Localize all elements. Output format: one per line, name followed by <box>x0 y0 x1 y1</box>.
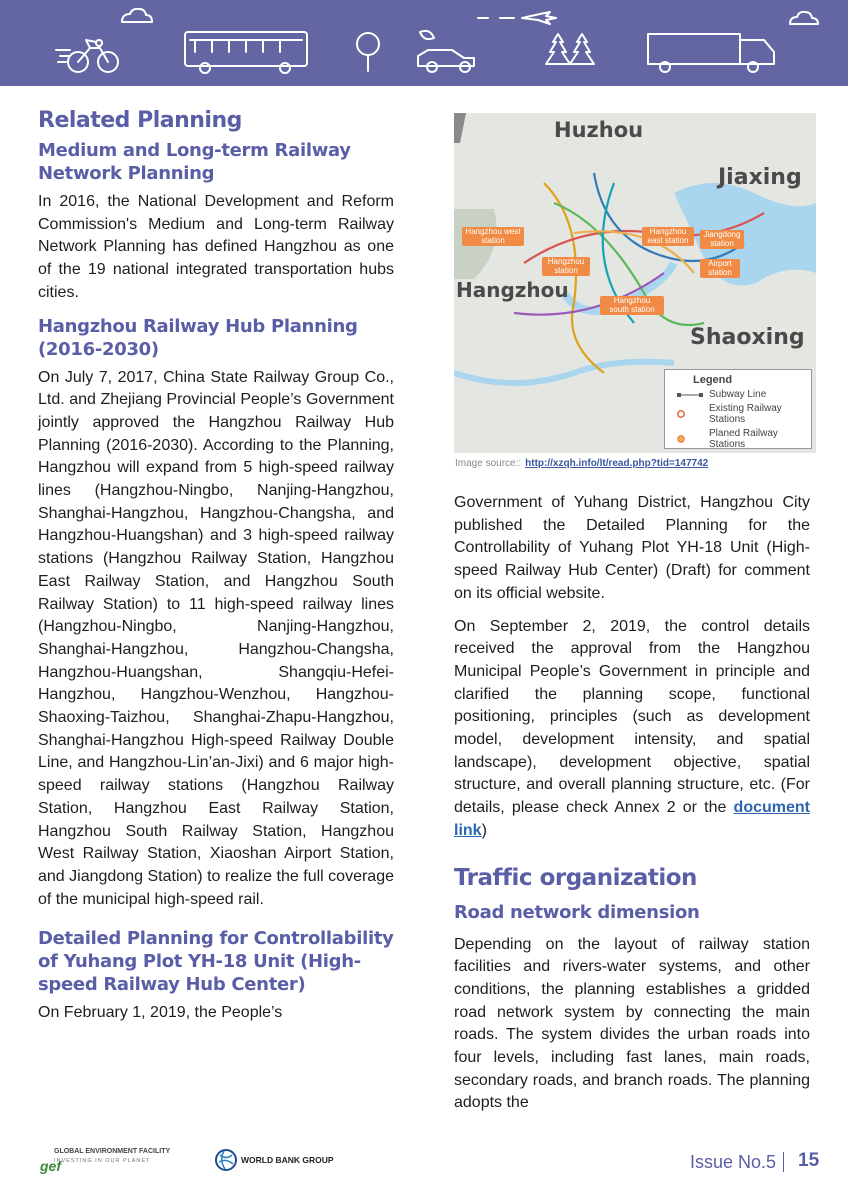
paragraph: Depending on the layout of railway station facilities and rivers-water systems, and other conditions, the planning establishes a gridded road network system by connecting the main roads. The system divides the urban roads into four levels, including fast lanes, main roads, secondary roads, and branch roads. The planning adopts the <box>454 935 810 1112</box>
city-label-hangzhou: Hangzhou <box>456 278 569 302</box>
tree-icon <box>357 33 379 71</box>
subheading-railway-network-planning: Medium and Long-term Railway Network Planning <box>38 140 351 184</box>
station-label-hangzhou: Hangzhou station <box>542 257 590 276</box>
bus-icon <box>185 32 307 73</box>
station-label-jiangdong: Jiangdong station <box>700 230 744 249</box>
image-source-link[interactable]: http://xzqh.info/lt/read.php?tid=147742 <box>525 458 709 469</box>
legend-row-planned <box>677 428 811 450</box>
existing-station-icon <box>677 410 703 418</box>
paragraph: On February 1, 2019, the People’s <box>38 1004 283 1022</box>
station-label-west: Hangzhou west station <box>462 227 524 246</box>
paragraph: On July 7, 2017, China State Railway Group Co., Ltd. and Zhejiang Provincial People’s Government jointly approved the Hangzhou Railway Hub Planning (2016-2030). According to the Planning, Hangzhou will expand from 5 high-speed railway lines (Hangzhou-Ningbo, Nanjing-Hangzhou, Shanghai-Hangzhou, Hangzhou-Changsha, and Hangzhou-Huangshan) and 3 high-speed railway stations (Hangzhou Railway Station, Hangzhou East Railway Station, and Hangzhou South Railway Station) to 11 high-speed railway lines (Hangzhou-Ningbo, Nanjing-Hangzhou, Shanghai-Hangzhou, Hangzhou-Changsha, Hangzhou-Huangshan, Shangqiu-Hefei-Hangzhou, Hangzhou-Wenzhou, Hangzhou-Shaoxing-Taizhou, Shanghai-Zhapu-Hangzhou, Shanghai-Hangzhou High-speed Railway Double Line, and Hangzhou-Lin’an-Jixi) and 6 major high-speed railway stations (Hangzhou Railway Station, Hangzhou East Railway Station, Hangzhou South Railway Station, Hangzhou West Railway Station, Xiaoshan Airport Station, and Jiangdong Station) to realize the full coverage of the municipal high-speed rail. <box>38 368 394 908</box>
cyclist-icon <box>56 40 118 72</box>
world-bank-logo <box>215 1148 334 1172</box>
issue-label: Issue No.5 <box>689 1152 776 1172</box>
section-heading-traffic-organization: Traffic organization <box>454 864 697 891</box>
planned-station-icon <box>677 435 703 443</box>
image-source <box>455 458 708 469</box>
subway-line-icon <box>677 391 703 399</box>
map-legend <box>664 369 812 449</box>
legend-row-subway <box>677 389 811 400</box>
legend-label-planned: Planed Railway Stations <box>709 428 778 450</box>
paragraph: Government of Yuhang District, Hangzhou City published the Detailed Planning for the Controllability of Yuhang Plot YH-18 Unit (High-speed Railway Hub Center) (Draft) for comment on its official website. <box>454 494 810 602</box>
section-heading-related-planning: Related Planning <box>38 108 242 133</box>
world-bank-text: WORLD BANK GROUP <box>241 1155 334 1165</box>
paragraph-text: On September 2, 2019, the control details received the approval from the Hangzhou Municipal People’s Government in principle and clarified the planning scope, functional positioning, principles (such as development model, development intensity, and spatial landscape), development objective, spatial structure, and overall planning structure, etc. (For details, please check Annex 2 or the <box>454 617 810 817</box>
page-number: 15 <box>798 1150 820 1171</box>
pine-trees-icon <box>546 34 594 64</box>
station-label-airport: Airport station <box>700 259 740 278</box>
station-label-south: Hangzhou south station <box>600 296 664 315</box>
transport-icons-strip <box>0 0 848 86</box>
gef-logo-line1: GLOBAL ENVIRONMENT FACILITY <box>54 1148 171 1155</box>
subheading-road-network: Road network dimension <box>454 901 700 923</box>
gef-logo-mark: gef <box>40 1158 61 1174</box>
car-leaf-icon <box>418 31 474 72</box>
paragraph: In 2016, the National Development and Reform Commission's Medium and Long-term Railway Network Planning has defined Hangzhou as one of the 19 national integrated transportation hubs cities. <box>38 193 394 301</box>
world-bank-globe-icon <box>215 1149 237 1171</box>
city-label-shaoxing: Shaoxing <box>690 325 805 350</box>
top-banner <box>0 0 848 86</box>
image-source-label: Image source:: <box>455 458 522 469</box>
right-column <box>454 492 810 1125</box>
cloud-icon <box>790 12 818 24</box>
document-link[interactable]: document link <box>454 799 810 839</box>
left-column <box>38 108 394 1035</box>
legend-label-subway: Subway Line <box>709 389 767 400</box>
paragraph-text-end: ) <box>481 821 487 839</box>
footer-divider <box>783 1152 784 1172</box>
gef-logo-line2: INVESTING IN OUR PLANET <box>54 1158 151 1164</box>
railway-hub-map <box>454 113 816 453</box>
legend-label-existing: Existing Railway Stations <box>709 403 782 425</box>
subheading-railway-hub-planning: Hangzhou Railway Hub Planning (2016-2030) <box>38 315 358 360</box>
city-label-jiaxing: Jiaxing <box>718 165 802 190</box>
cloud-icon <box>122 9 152 22</box>
city-label-huzhou: Huzhou <box>554 118 644 142</box>
station-label-east: Hangzhou east station <box>642 227 694 246</box>
gef-logo <box>40 1146 190 1178</box>
subheading-detailed-planning-yh18: Detailed Planning for Controllability of Yuhang Plot YH-18 Unit (High-speed Railway Hub Center) <box>38 928 394 996</box>
legend-row-existing <box>677 403 811 425</box>
truck-icon <box>648 34 774 72</box>
legend-title: Legend <box>693 374 733 386</box>
paragraph-approval <box>454 616 810 843</box>
airplane-icon <box>478 12 556 24</box>
